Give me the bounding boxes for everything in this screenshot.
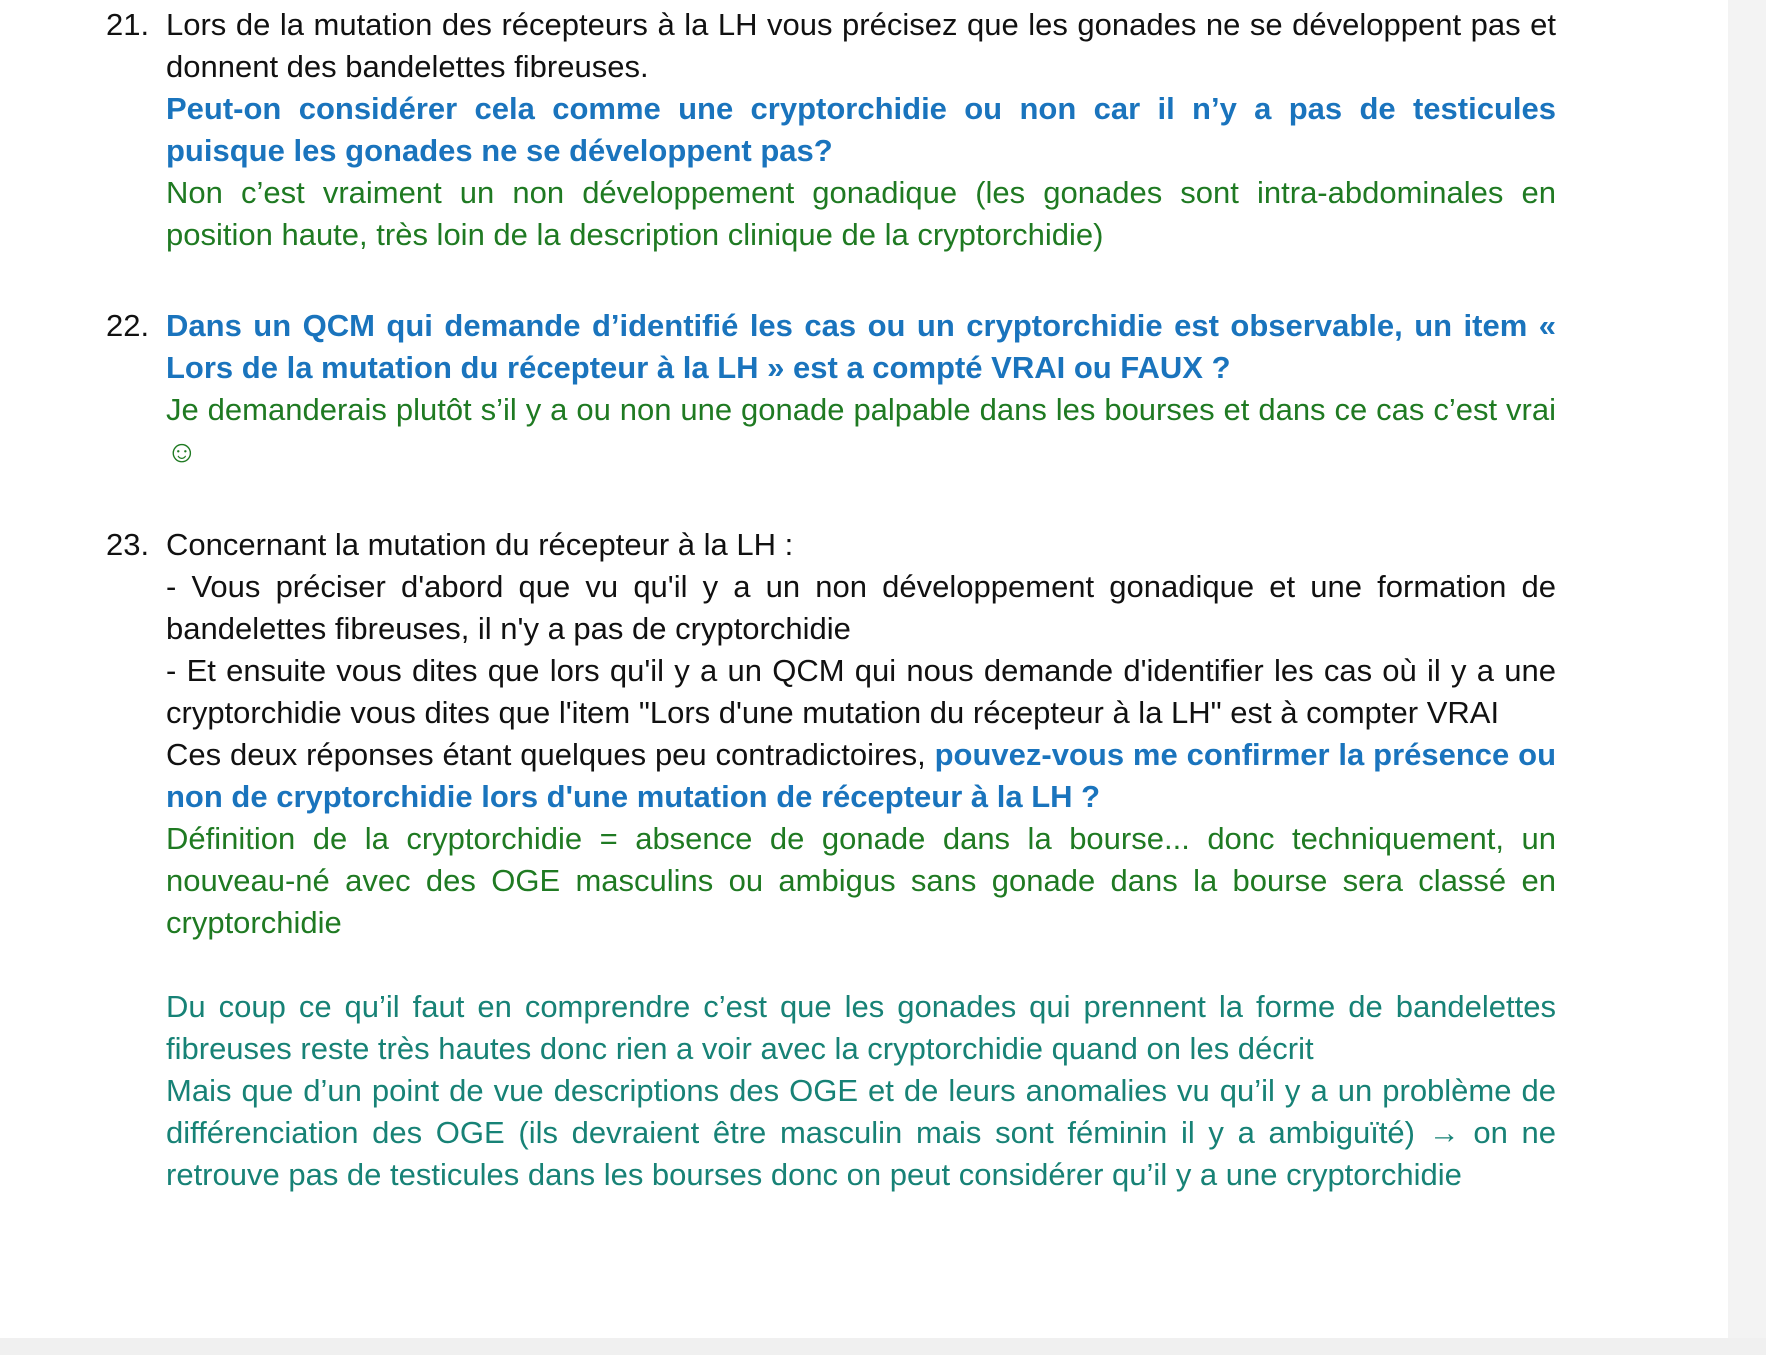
item-body	[166, 305, 1556, 473]
question-line	[166, 734, 1556, 818]
answer-text-2: Du coup ce qu’il faut en comprendre c’est que les gonades qui prennent la forme de bandelettes fibreuses reste très hautes donc rien a voir avec la cryptorchidie quand on les décrit	[166, 989, 1556, 1066]
bottom-edge	[0, 1338, 1766, 1355]
question-lead-in: Ces deux réponses étant quelques peu contradictoires,	[166, 737, 935, 772]
question-highlight: Dans un QCM qui demande d’identifié les cas ou un cryptorchidie est observable, un item « Lors de la mutation du récepteur à la LH » est a compté VRAI ou FAUX ?	[166, 308, 1556, 385]
item-number: 21.	[106, 7, 150, 42]
question-highlight: Peut-on considérer cela comme une cryptorchidie ou non car il n’y a pas de testicules puisque les gonades ne se développent pas?	[166, 91, 1556, 168]
answer-text-1: Définition de la cryptorchidie = absence de gonade dans la bourse... donc techniquement, un nouveau-né avec des OGE masculins ou ambigus sans gonade dans la bourse sera classé en cryptorchidie	[166, 821, 1556, 940]
item-number: 22.	[106, 308, 150, 343]
answer-text: Non c’est vraiment un non développement gonadique (les gonades sont intra-abdominales en position haute, très loin de la description clinique de la cryptorchidie)	[166, 175, 1556, 252]
question-text: Lors de la mutation des récepteurs à la LH vous précisez que les gonades ne se développent pas et donnent des bandelettes fibreuses.	[166, 7, 1556, 84]
question-bullet-2: - Et ensuite vous dites que lors qu'il y a un QCM qui nous demande d'identifier les cas où il y a une cryptorchidie vous dites que l'item "Lors d'une mutation du récepteur à la LH" est à compter VRAI	[166, 653, 1556, 730]
qa-item-23	[106, 524, 1556, 1196]
qa-item-22	[106, 305, 1556, 473]
item-body	[166, 4, 1556, 256]
item-number: 23.	[106, 527, 150, 562]
answer-text: Je demanderais plutôt s’il y a ou non une gonade palpable dans les bourses et dans ce cas c’est vrai ☺	[166, 392, 1556, 469]
answer-text-3: Mais que d’un point de vue descriptions des OGE et de leurs anomalies vu qu’il y a un problème de différenciation des OGE (ils devraient être masculin mais sont féminin il y a ambiguïté) → on ne retrouve pas de testicules dans les bourses donc on peut considérer qu’il y a une cryptorchidie	[166, 1073, 1556, 1192]
item-body	[166, 524, 1556, 1196]
question-bullet-1: - Vous préciser d'abord que vu qu'il y a un non développement gonadique et une formation de bandelettes fibreuses, il n'y a pas de cryptorchidie	[166, 569, 1556, 646]
blank-line	[166, 944, 1556, 986]
question-highlight: pouvez-vous me confirmer la présence ou non de cryptorchidie lors d'une mutation de récepteur à la LH ?	[166, 737, 1556, 814]
question-intro: Concernant la mutation du récepteur à la LH :	[166, 527, 794, 562]
scrollbar-track[interactable]	[1728, 0, 1766, 1355]
qa-item-21	[106, 4, 1556, 256]
